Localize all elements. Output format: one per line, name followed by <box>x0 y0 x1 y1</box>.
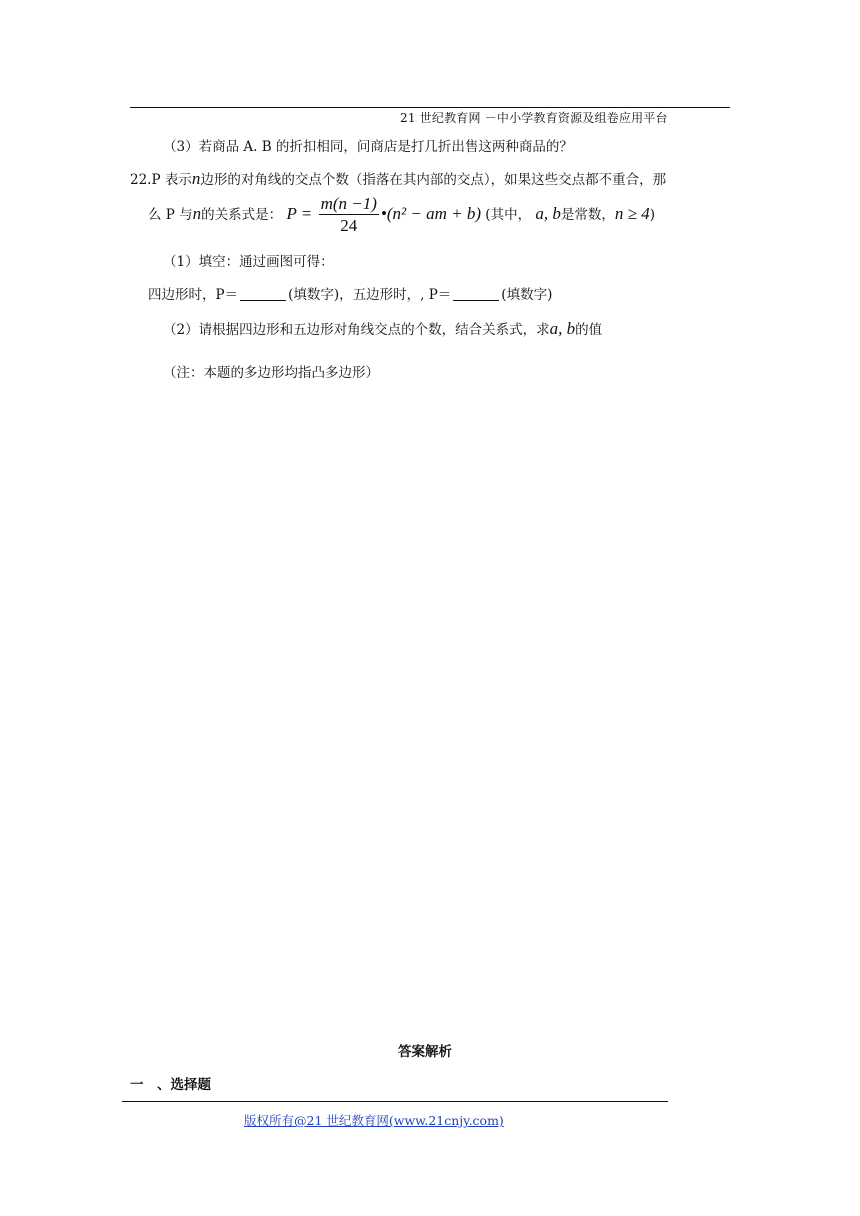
header-rule <box>130 107 730 108</box>
formula-numerator: m(n −1) <box>320 194 377 213</box>
formula-fraction <box>319 194 379 237</box>
q22-part1: （1）填空：通过画图可得： <box>163 254 334 270</box>
fill-blank-pentagon[interactable] <box>453 286 499 301</box>
part2-prefix: （2）请根据四边形和五边形对角线交点的个数，结合关系式，求 <box>163 322 550 338</box>
q22-part1-fill <box>148 283 552 303</box>
q22-line2 <box>148 194 655 237</box>
part2-suffix: 的值 <box>575 322 603 338</box>
q22-line1-prefix: 22.P 表示 <box>130 172 192 188</box>
fill-blank-quadrilateral[interactable] <box>240 286 286 301</box>
q21-part3: （3）若商品 A. B 的折扣相同，问商店是打几折出售这两种商品的？ <box>163 139 573 155</box>
note-close: ) <box>649 207 655 223</box>
var-n-2: n <box>192 204 202 223</box>
section-label: 一 、选择题 <box>130 1077 211 1093</box>
header-text: 21 世纪教育网 －中小学教育资源及组卷应用平台 <box>400 111 668 125</box>
q22-part2 <box>163 318 602 339</box>
note-cond: n ≥ 4 <box>614 204 650 223</box>
fill-pent-label: (填数字)，五边形时，, P＝ <box>288 287 452 303</box>
footer-copyright-link[interactable]: 版权所有@21 世纪教育网(www.21cnjy.com) <box>244 1113 504 1128</box>
fill-quad-label: 四边形时，P＝ <box>148 287 239 303</box>
note-open: (其中， <box>485 207 532 223</box>
footer-rule <box>122 1101 668 1102</box>
q22-note: （注：本题的多边形均指凸多边形） <box>163 365 379 381</box>
formula-rhs: •(n² − am + b) <box>380 204 481 223</box>
q22-line2-prefix: 么 P 与 <box>148 207 193 223</box>
formula-lhs: P = <box>286 204 313 223</box>
note-mid: 是常数， <box>560 207 615 223</box>
note-vars: a, b <box>535 204 561 223</box>
q22-line1-suffix: 边形的对角线的交点个数（指落在其内部的交点），如果这些交点都不重合，那 <box>200 172 667 188</box>
q22-line2-mid: 的关系式是： <box>201 207 283 223</box>
answer-title: 答案解析 <box>398 1044 452 1060</box>
part2-vars: a, b <box>549 319 576 338</box>
formula-denominator: 24 <box>340 216 358 235</box>
fill-end-label: (填数字) <box>501 287 553 303</box>
q22-line1 <box>130 168 666 189</box>
var-n: n <box>191 169 201 188</box>
